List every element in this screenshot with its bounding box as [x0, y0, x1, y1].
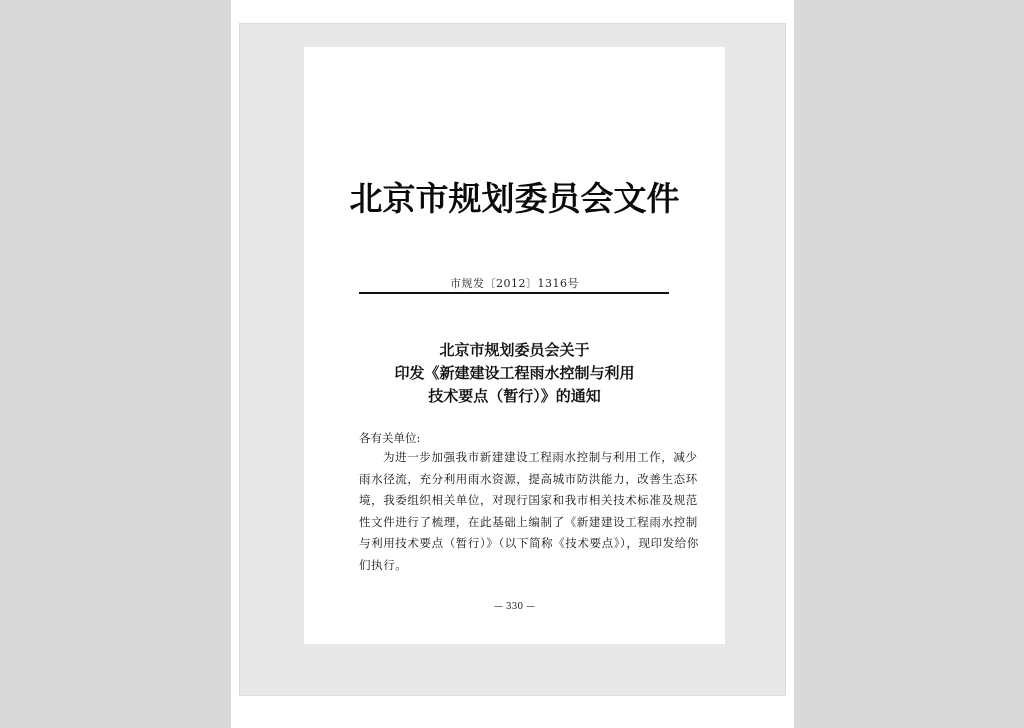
header-divider-rule: [359, 292, 669, 294]
body-paragraph: [359, 447, 699, 576]
page-number: — 330 —: [494, 602, 535, 612]
subject-line: 北京市规划委员会关于: [439, 341, 590, 359]
subject-line: 印发《新建建设工程雨水控制与利用: [394, 364, 635, 382]
body-line: 雨水径流，充分利用雨水资源，提高城市防洪能力，改善生态环: [359, 471, 698, 486]
body-line: 与利用技术要点（暂行）》（以下简称《技术要点》），现印发给你: [359, 536, 699, 550]
document-number: 市规发〔2012〕1316号: [450, 277, 579, 290]
body-line: 们执行。: [359, 557, 408, 572]
subject-line: 技术要点（暂行）》的通知: [428, 387, 601, 405]
body-line: 境，我委组织相关单位，对现行国家和我市相关技术标准及规范: [359, 493, 698, 507]
document-subject: [304, 339, 725, 408]
document-header-title: 北京市规划委员会文件: [349, 179, 680, 218]
salutation: 各有关单位:: [359, 431, 421, 445]
body-line: 为进一步加强我市新建建设工程雨水控制与利用工作，减少: [383, 450, 698, 464]
document-page: [304, 47, 725, 644]
body-line: 性文件进行了梳理，在此基础上编制了《新建建设工程雨水控制: [359, 514, 698, 529]
